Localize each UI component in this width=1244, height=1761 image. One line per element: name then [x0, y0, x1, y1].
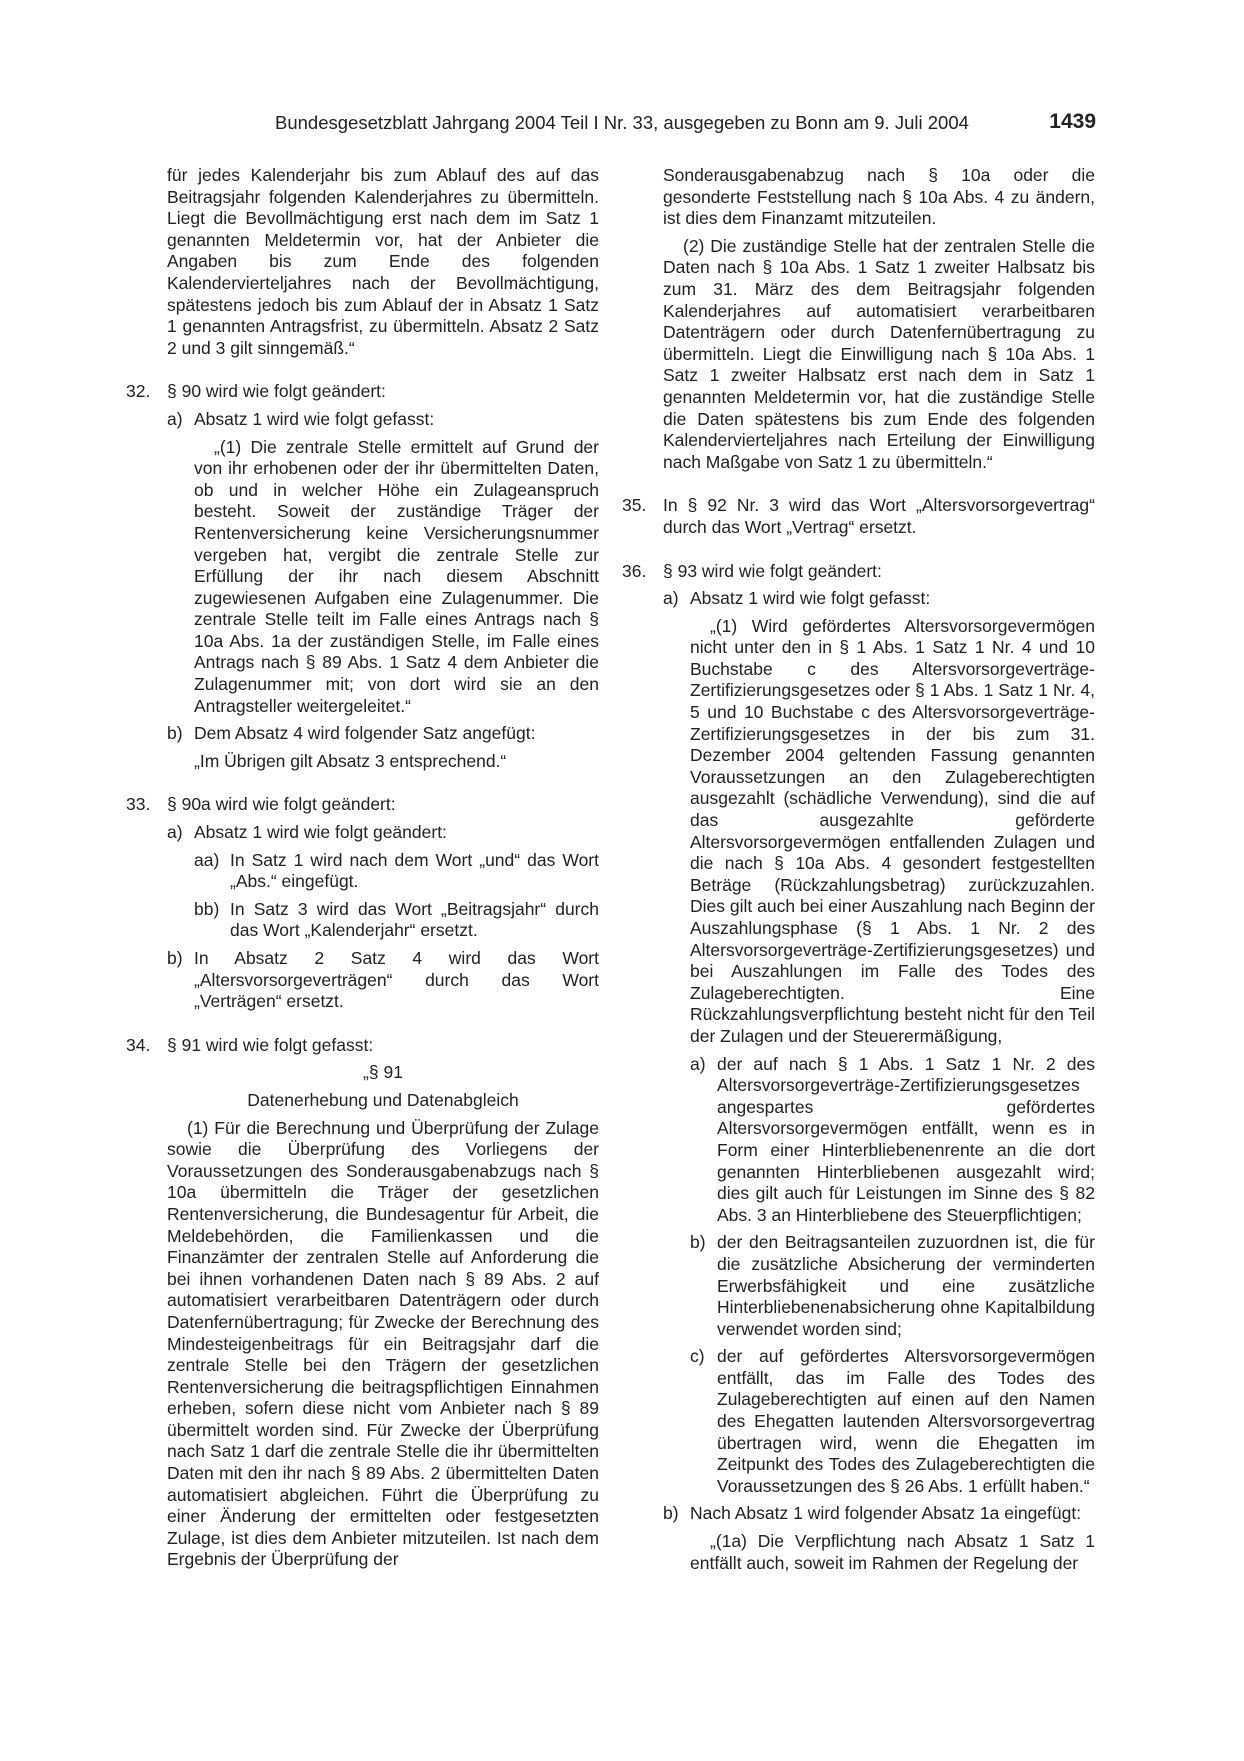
item-33-b — [167, 948, 599, 1013]
item-34 — [126, 1035, 599, 1057]
section-paragraph: (2) Die zuständige Stelle hat der zentralen Stelle die Daten nach § 10a Abs. 1 Satz 1 zweiter Halbsatz bis zum 31. März des dem Beitragsjahr folgenden Kalenderjahres auf automatisiert verarbeitbaren Datenträgern oder durch Datenfernübertragung zu übermitteln. Liegt die Einwilligung nach § 10a Abs. 1 Satz 1 zweiter Halbsatz erst nach dem in Satz 1 genannten Meldetermin vor, hat die zuständige Stelle die Daten spätestens bis zum Ende des folgenden Kalendervierteljahres nach Erteilung der Einwilligung nach Maßgabe von Satz 1 zu übermitteln.“ — [663, 235, 1095, 472]
subitem-letter: b) — [663, 1503, 679, 1524]
page-number: 1439 — [1049, 110, 1096, 133]
quoted-amendment: „Im Übrigen gilt Absatz 3 entsprechend.“ — [194, 750, 507, 771]
item-33-a — [167, 822, 599, 844]
quoted-amendment: „(1a) Die Verpflichtung nach Absatz 1 Satz 1 entfällt auch, soweit im Rahmen der Regelung der — [690, 1531, 1095, 1573]
quote-subitem-b — [690, 1232, 1095, 1340]
item-32-b — [167, 723, 599, 745]
item-36-a — [663, 588, 1095, 610]
subitem-letter: a) — [690, 1053, 706, 1074]
subitem-text: In Satz 3 wird das Wort „Beitragsjahr“ durch das Wort „Kalenderjahr“ ersetzt. — [230, 898, 599, 941]
item-text: § 91 wird wie folgt gefasst: — [167, 1034, 374, 1055]
subitem-letter: b) — [167, 723, 183, 744]
subitem-letter: b) — [167, 948, 183, 968]
item-number: 35. — [622, 495, 647, 516]
subitem-text: Dem Absatz 4 wird folgender Satz angefügt: — [194, 723, 536, 744]
item-33-a-bb — [194, 899, 599, 942]
item-36-b — [663, 1503, 1095, 1525]
continued-paragraph: Sonderausgabenabzug nach § 10a oder die gesonderte Feststellung nach § 10a Abs. 4 zu ändern, ist dies dem Finanzamt mitzuteilen. — [663, 165, 1095, 229]
item-text: § 90 wird wie folgt geändert: — [167, 381, 386, 402]
quote-subitem-a — [690, 1054, 1095, 1227]
subitem-text: In Satz 1 wird nach dem Wort „und“ das Wort „Abs.“ eingefügt. — [230, 849, 599, 892]
item-33 — [126, 794, 599, 816]
continued-paragraph: für jedes Kalenderjahr bis zum Ablauf des auf das Beitragsjahr folgenden Kalenderjahres zu übermitteln. Liegt die Bevollmächtigung erst nach dem im Satz 1 genannten Meldetermin vor, hat der Anbieter die Angaben bis zum Ende des folgenden Kalendervierteljahres nach der Bevollmächtigung, spätestens jedoch bis zum Ablauf der in Absatz 1 Satz 1 genannten Antragsfrist, zu übermitteln. Absatz 2 Satz 2 und 3 gilt sinngemäß.“ — [167, 165, 599, 358]
subitem-letter: a) — [167, 408, 183, 429]
item-text: In § 92 Nr. 3 wird das Wort „Altersvorsorgevertrag“ durch das Wort „Vertrag“ ersetzt. — [663, 495, 1095, 537]
subitem-letter: aa) — [194, 849, 220, 870]
subitem-text: Absatz 1 wird wie folgt gefasst: — [690, 588, 931, 609]
left-column — [126, 165, 599, 1571]
item-32 — [126, 381, 599, 403]
quote-subitem-c — [690, 1346, 1095, 1497]
item-number: 32. — [126, 381, 151, 402]
item-35 — [622, 495, 1095, 538]
quoted-amendment: „(1) Die zentrale Stelle ermittelt auf Grund der von ihr erhobenen oder der ihr übermittelten Daten, ob und in welcher Höhe ein Zulageanspruch besteht. Soweit der zuständige Träger der Rentenversicherung keine Versicherungsnummer vergeben hat, vergibt die zentrale Stelle zur Erfüllung der ihr nach diesem Abschnitt zugewiesenen Aufgaben eine Zulagenummer. Die zentrale Stelle teilt im Falle eines Antrags nach § 10a Abs. 1a der zuständigen Stelle, im Falle eines Antrags nach § 89 Abs. 1 Satz 4 dem Anbieter die Zulagenummer mit; von dort wird sie an den Antragsteller weitergeleitet.“ — [194, 436, 599, 716]
subitem-letter: a) — [167, 822, 183, 843]
section-title: Datenerhebung und Datenabgleich — [247, 1089, 519, 1110]
subitem-letter: b) — [690, 1232, 706, 1253]
item-32-a — [167, 409, 599, 431]
subitem-text: Absatz 1 wird wie folgt gefasst: — [194, 408, 435, 429]
item-number: 36. — [622, 560, 647, 581]
subitem-letter: a) — [663, 588, 679, 609]
subitem-text: In Absatz 2 Satz 4 wird das Wort „Altersvorsorgeverträgen“ durch das Wort „Verträgen“ ersetzt. — [194, 948, 599, 1012]
item-text: § 90a wird wie folgt geändert: — [167, 794, 396, 815]
running-title: Bundesgesetzblatt Jahrgang 2004 Teil I Nr. 33, ausgegeben zu Bonn am 9. Juli 2004 — [275, 112, 969, 133]
subitem-letter: c) — [690, 1346, 705, 1367]
subitem-text: Nach Absatz 1 wird folgender Absatz 1a eingefügt: — [690, 1503, 1082, 1524]
subitem-text: der den Beitragsanteilen zuzuordnen ist, die für die zusätzliche Absicherung der verminderten Erwerbsfähigkeit und eine zusätzliche Hinterbliebenenabsicherung ohne Kapitalbildung verwendet worden sind; — [717, 1232, 1095, 1339]
item-number: 34. — [126, 1034, 151, 1055]
section-heading: „§ 91 — [363, 1062, 403, 1083]
item-36 — [622, 561, 1095, 583]
item-33-a-aa — [194, 850, 599, 893]
quoted-amendment: „(1) Wird gefördertes Altersvorsorgevermögen nicht unter den in § 1 Abs. 1 Satz 1 Nr. 4 und 10 Buchstabe c des Altersvorsorgeverträge-Zertifizierungsgesetzes oder § 1 Abs. 1 Satz 1 Nr. 4, 5 und 10 Buchstabe c des Altersvorsorgeverträge-Zertifizierungsgesetzes in der bis zum 31. Dezember 2004 geltenden Fassung genannten Voraussetzungen an den Zulageberechtigten ausgezahlt (schädliche Verwendung), sind die auf das ausgezahlte geförderte Altersvorsorgevermögen entfallenden Zulagen und die nach § 10a Abs. 4 gesondert festgestellten Beträge (Rückzahlungsbetrag) zurückzuzahlen. Dies gilt auch bei einer Auszahlung nach Beginn der Auszahlungsphase (§ 1 Abs. 1 Nr. 2 des Altersvorsorgeverträge-Zertifizierungsgesetzes) und bei Auszahlungen im Falle des Todes des Zulageberechtigten. Eine Rückzahlungsverpflichtung besteht nicht für den Teil der Zulagen und der Steuerermäßigung, — [690, 615, 1095, 1046]
subitem-letter: bb) — [194, 898, 220, 919]
item-number: 33. — [126, 794, 151, 815]
section-paragraph: (1) Für die Berechnung und Überprüfung der Zulage sowie die Überprüfung des Vorliegens der Voraussetzungen des Sonderausgabenabzugs nach § 10a übermitteln die Träger der gesetzlichen Rentenversicherung, die Bundesagentur für Arbeit, die Meldebehörden, die Familienkassen und die Finanzämter der zentralen Stelle auf Anforderung die bei ihnen vorhandenen Daten nach § 89 Abs. 2 auf automatisiert verarbeitbaren Datenträgern oder durch Datenfernübertragung; für Zwecke der Berechnung des Mindesteigenbeitrags für ein Beitragsjahr darf die zentrale Stelle bei den Trägern der gesetzlichen Rentenversicherung die beitragspflichtigen Einnahmen erheben, sofern diese nicht vom Anbieter nach § 89 übermittelt worden sind. Für Zwecke der Überprüfung nach Satz 1 darf die zentrale Stelle die ihr übermittelten Daten mit den ihr nach § 89 Abs. 2 übermittelten Daten automatisiert abgleichen. Führt die Überprüfung zu einer Änderung der ermittelten oder festgesetzten Zulage, ist dies dem Anbieter mitzuteilen. Ist nach dem Ergebnis der Überprüfung der — [167, 1117, 599, 1570]
subitem-text: der auf gefördertes Altersvorsorgevermögen entfällt, das im Falle des Todes des Zulageberechtigten auf einen auf den Namen des Ehegatten lautenden Altersvorsorgevertrag übertragen wird, wenn die Ehegatten im Zeitpunkt des Todes des Zulageberechtigten die Voraussetzungen des § 26 Abs. 1 erfüllt haben.“ — [717, 1346, 1095, 1496]
right-column — [622, 165, 1095, 1574]
item-text: § 93 wird wie folgt geändert: — [663, 560, 882, 581]
subitem-text: der auf nach § 1 Abs. 1 Satz 1 Nr. 2 des Altersvorsorgeverträge-Zertifizierungsgesetzes angespartes gefördertes Altersvorsorgevermögen entfällt, wenn es in Form einer Hinterbliebenenrente an die dort genannten Hinterbliebenen ausgezahlt wird; dies gilt auch für Leistungen im Sinne des § 82 Abs. 3 an Hinterbliebene des Steuerpflichtigen; — [717, 1053, 1095, 1225]
subitem-text: Absatz 1 wird wie folgt geändert: — [194, 822, 447, 843]
